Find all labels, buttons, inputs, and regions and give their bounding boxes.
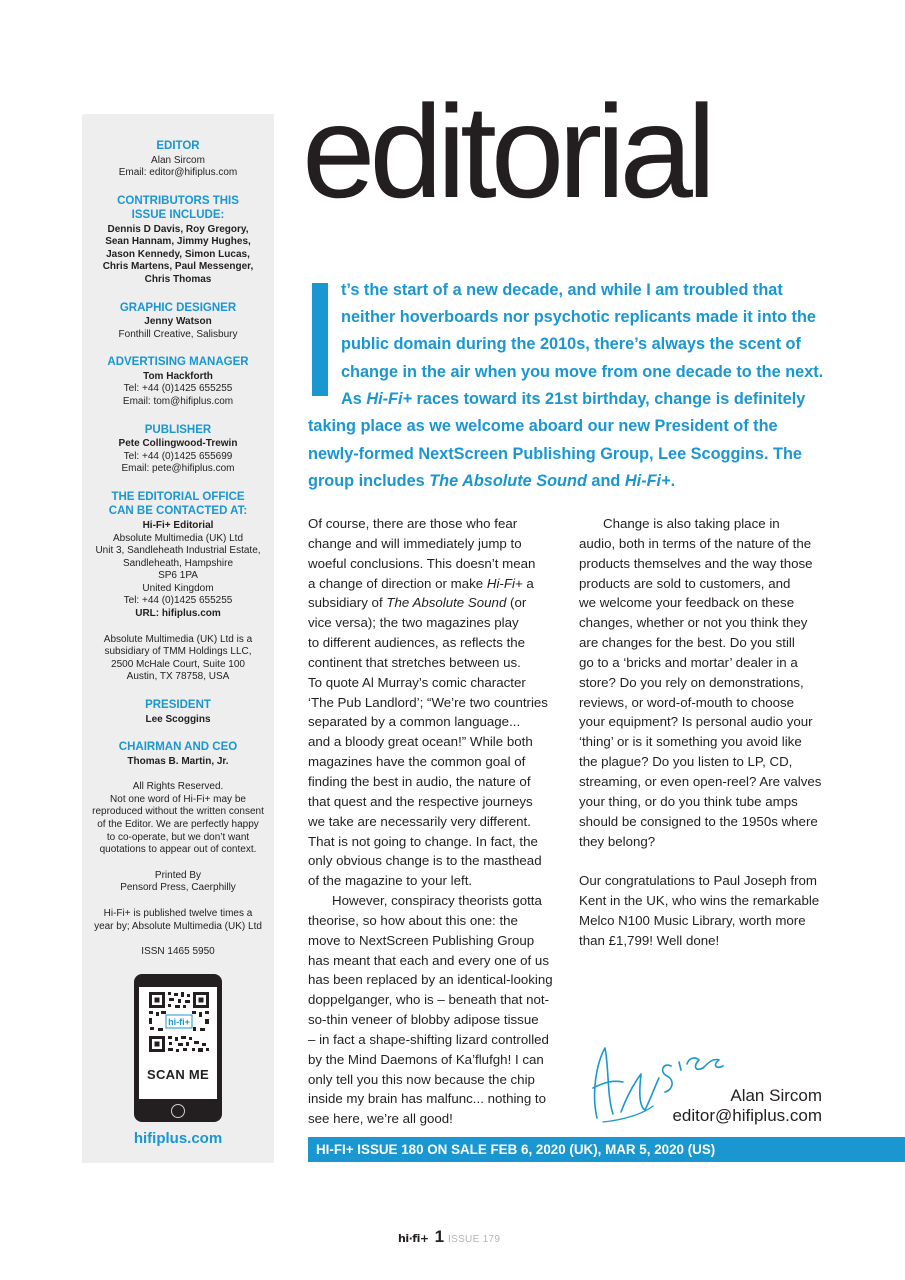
- body-line: and a bloody great ocean!” While both: [308, 734, 533, 750]
- contributors-heading-1: CONTRIBUTORS THIS: [117, 194, 239, 207]
- rights-line: All Rights Reserved.: [132, 781, 224, 793]
- chairman-heading: CHAIRMAN AND CEO: [118, 741, 238, 754]
- body-text: a: [522, 575, 534, 591]
- body-line: has been replaced by an identical-looking: [308, 972, 553, 988]
- body-line: are changes for the best. Do you still: [579, 635, 795, 651]
- body-line: your equipment? Is personal audio your: [579, 714, 813, 730]
- body-line: doppelganger, who is – beneath that not-: [308, 992, 550, 1008]
- intro-line: public domain during the 2010s, there’s always the scent of: [341, 335, 801, 353]
- body-line: of the magazine to your left.: [308, 873, 473, 889]
- office-url: URL: hifiplus.com: [135, 608, 221, 620]
- body-italic: Hi-Fi+: [486, 575, 523, 591]
- advertising-name: Tom Hackforth: [143, 370, 213, 382]
- printed-block: [82, 870, 274, 895]
- body-line: see here, we’re all good!: [308, 1111, 453, 1127]
- contributors-heading-2: ISSUE INCLUDE:: [131, 209, 225, 222]
- body-line: store? Do you rely on demonstrations,: [579, 674, 804, 690]
- body-line: To quote Al Murray’s comic character: [308, 674, 526, 690]
- body-line: ‘thing’ or is it something you avoid like: [579, 734, 802, 750]
- editor-block: [82, 140, 274, 180]
- body-line: change and will immediately jump to: [308, 535, 522, 551]
- body-line: by the Mind Daemons of Ka’flufgh! I can: [308, 1051, 544, 1067]
- designer-company: Fonthill Creative, Salisbury: [118, 328, 238, 340]
- designer-block: [82, 302, 274, 342]
- body-line: so-thin veneer of blobby adipose tissue: [308, 1012, 539, 1028]
- body-line: move to NextScreen Publishing Group: [308, 932, 535, 948]
- advertising-heading: ADVERTISING MANAGER: [107, 356, 249, 369]
- body-line: products themselves and the way those: [579, 555, 813, 571]
- body-line: inside my brain has malfunc... nothing to: [308, 1091, 546, 1107]
- publisher-tel: Tel: +44 (0)1425 655699: [123, 450, 233, 462]
- office-line: Sandleheath, Hampshire: [122, 557, 234, 569]
- body-line: your thing, or do you think tube amps: [579, 793, 798, 809]
- page-title: editorial: [302, 78, 711, 225]
- body-line: vice versa); the two magazines play: [308, 615, 519, 631]
- body-line: ‘The Pub Landlord’; “We’re two countries: [308, 694, 548, 710]
- publisher-name: Pete Collingwood-Trewin: [118, 438, 238, 450]
- rights-line: to co-operate, but we don’t want: [106, 831, 250, 843]
- body-line: [308, 574, 558, 594]
- publisher-block: [82, 424, 274, 476]
- intro-text: .: [670, 472, 676, 490]
- paragraph-gap: [579, 851, 829, 871]
- body-line: Of course, there are those who fear: [308, 516, 518, 531]
- intro-line: taking place as we welcome aboard our new President of the: [308, 417, 778, 435]
- advertising-tel: Tel: +44 (0)1425 655255: [123, 383, 233, 395]
- editor-name: Alan Sircom: [151, 154, 205, 166]
- office-block: [82, 491, 274, 621]
- qr-code-icon: [148, 991, 210, 1053]
- president-block: [82, 699, 274, 726]
- body-line: go to a ‘bricks and mortar’ dealer in a: [579, 654, 798, 670]
- body-text: subsidiary of: [308, 595, 387, 611]
- phone-qr-graphic: [134, 974, 222, 1122]
- body-line: should be consigned to the 1950s where: [579, 813, 818, 829]
- qr-logo-text: hi-fi+: [168, 1017, 190, 1027]
- intro-italic: The Absolute Sound: [429, 472, 587, 490]
- president-name: Lee Scoggins: [145, 713, 211, 725]
- rights-line: quotations to appear out of context.: [99, 844, 257, 856]
- office-line: United Kingdom: [142, 582, 214, 594]
- office-line: Unit 3, Sandleheath Industrial Estate,: [95, 545, 261, 557]
- rights-line: Not one word of Hi-Fi+ may be: [110, 793, 246, 805]
- contributors-line: Chris Thomas: [144, 274, 212, 286]
- contributors-line: Jason Kennedy, Simon Lucas,: [106, 248, 250, 260]
- body-column-2: [579, 514, 829, 951]
- published-line: year by; Absolute Multimedia (UK) Ltd: [94, 920, 262, 932]
- body-line: only tell you this now because the chip: [308, 1071, 535, 1087]
- body-line: the plague? Do you listen to LP, CD,: [579, 754, 793, 770]
- editor-email: Email: editor@hifiplus.com: [118, 167, 238, 179]
- body-line: we welcome your feedback on these: [579, 595, 795, 611]
- masthead-sidebar: [82, 114, 274, 1163]
- body-line: theorise, so how about this one: the: [308, 912, 518, 928]
- next-issue-banner: HI-FI+ ISSUE 180 ON SALE FEB 6, 2020 (UK), MAR 5, 2020 (US): [308, 1137, 905, 1162]
- body-line: we take are necessarily very different.: [308, 813, 531, 829]
- chairman-block: [82, 741, 274, 768]
- office-heading-2: CAN BE CONTACTED AT:: [108, 505, 248, 518]
- body-text: (or: [506, 595, 527, 611]
- issue-label: ISSUE 179: [448, 1234, 501, 1245]
- signature-email[interactable]: editor@hifiplus.com: [672, 1106, 822, 1125]
- office-line: Absolute Multimedia (UK) Ltd: [112, 532, 244, 544]
- body-line: only obvious change is to the masthead: [308, 853, 542, 869]
- issn: ISSN 1465 5950: [141, 946, 215, 958]
- body-line: audio, both in terms of the nature of the: [579, 535, 812, 551]
- office-line: SP6 1PA: [158, 570, 198, 582]
- scan-me-label: SCAN ME: [146, 1067, 210, 1082]
- intro-text: As: [341, 390, 367, 408]
- intro-line: newly-formed NextScreen Publishing Group, Lee Scoggins. The: [308, 445, 802, 463]
- body-line: Kent in the UK, who wins the remarkable: [579, 893, 820, 909]
- body-line: that quest and the respective journeys: [308, 793, 533, 809]
- phone-home-button-icon: [171, 1104, 185, 1118]
- contributors-block: [82, 195, 274, 287]
- page-number: 1: [434, 1227, 445, 1246]
- intro-text: races toward its 21st birthday, change is definitely: [412, 390, 806, 408]
- intro-italic: Hi-Fi+: [624, 472, 671, 490]
- body-text: a change of direction or make: [308, 575, 487, 591]
- body-line: woeful conclusions. This doesn’t mean: [308, 555, 536, 571]
- rights-block: [82, 781, 274, 857]
- body-line: Our congratulations to Paul Joseph from: [579, 873, 817, 889]
- office-name: Hi-Fi+ Editorial: [142, 519, 214, 531]
- body-line: That is not going to change. In fact, the: [308, 833, 538, 849]
- intro-line: t’s the start of a new decade, and while I am troubled that: [341, 281, 783, 299]
- intro-line: neither hoverboards nor psychotic replicants made it into the: [341, 308, 816, 326]
- body-line: changes, whether or not you think they: [579, 615, 808, 631]
- advertising-block: [82, 356, 274, 408]
- contributors-line: Sean Hannam, Jimmy Hughes,: [105, 236, 251, 248]
- designer-name: Jenny Watson: [144, 316, 212, 328]
- signature-name: Alan Sircom: [730, 1086, 822, 1105]
- body-italic: The Absolute Sound: [386, 595, 507, 611]
- publisher-heading: PUBLISHER: [144, 423, 212, 436]
- subsidiary-line: subsidiary of TMM Holdings LLC,: [104, 646, 252, 658]
- subsidiary-block: [82, 634, 274, 684]
- page-footer: [398, 1227, 500, 1247]
- publisher-email: Email: pete@hifiplus.com: [121, 463, 235, 475]
- body-column-1: [308, 514, 558, 1129]
- editor-heading: EDITOR: [156, 140, 200, 152]
- office-line: Tel: +44 (0)1425 655255: [123, 595, 233, 607]
- body-line: streaming, or even open-reel? Are valves: [579, 773, 822, 789]
- body-line: has meant that each and every one of us: [308, 952, 549, 968]
- body-line: to different audiences, as reflects the: [308, 635, 526, 651]
- chairman-name: Thomas B. Martin, Jr.: [127, 755, 229, 767]
- published-line: Hi-Fi+ is published twelve times a: [103, 907, 253, 919]
- intro-line: [308, 468, 675, 495]
- office-heading-1: THE EDITORIAL OFFICE: [111, 490, 245, 503]
- body-line: finding the best in audio, the nature of: [308, 773, 531, 789]
- designer-heading: GRAPHIC DESIGNER: [119, 301, 237, 314]
- contributors-line: Chris Martens, Paul Messenger,: [102, 261, 254, 273]
- body-line: than £1,799! Well done!: [579, 932, 720, 948]
- drop-cap-i: [312, 283, 328, 396]
- body-line: reviews, or word-of-mouth to choose: [579, 694, 795, 710]
- body-line: continent that stretches between us.: [308, 654, 521, 670]
- body-line: However, conspiracy theorists gotta: [332, 893, 542, 909]
- intro-italic: Hi-Fi+: [366, 390, 413, 408]
- subsidiary-line: Austin, TX 78758, USA: [126, 671, 230, 683]
- subsidiary-line: Absolute Multimedia (UK) Ltd is a: [103, 633, 253, 645]
- rights-line: of the Editor. We are perfectly happy: [97, 819, 259, 830]
- sidebar-url[interactable]: hifiplus.com: [133, 1130, 223, 1147]
- body-line: [308, 593, 558, 613]
- published-block: [82, 908, 274, 933]
- body-line: Melco N100 Music Library, worth more: [579, 912, 806, 928]
- footer-logo: hi·fi+: [398, 1232, 429, 1245]
- intro-text: group includes: [308, 472, 430, 490]
- intro-text: and: [586, 472, 625, 490]
- body-line: – in fact a shape-shifting lizard controlled: [308, 1031, 549, 1047]
- phone-screen: [139, 987, 217, 1099]
- body-line: Change is also taking place in: [603, 516, 780, 531]
- advertising-email: Email: tom@hifiplus.com: [122, 396, 234, 408]
- contributors-line: Dennis D Davis, Roy Gregory,: [107, 223, 249, 235]
- intro-line: [341, 386, 805, 413]
- president-heading: PRESIDENT: [145, 699, 211, 712]
- body-line: magazines have the common goal of: [308, 754, 526, 770]
- subsidiary-line: 2500 McHale Court, Suite 100: [111, 658, 245, 670]
- printed-line: Printed By: [154, 869, 202, 881]
- rights-line: reproduced without the written consent: [92, 806, 264, 818]
- body-line: separated by a common language...: [308, 714, 521, 730]
- body-line: they belong?: [579, 833, 656, 849]
- intro-line: change in the air when you move from one decade to the next.: [341, 363, 824, 381]
- body-line: products are sold to customers, and: [579, 575, 791, 591]
- printed-line: Pensord Press, Caerphilly: [120, 882, 236, 894]
